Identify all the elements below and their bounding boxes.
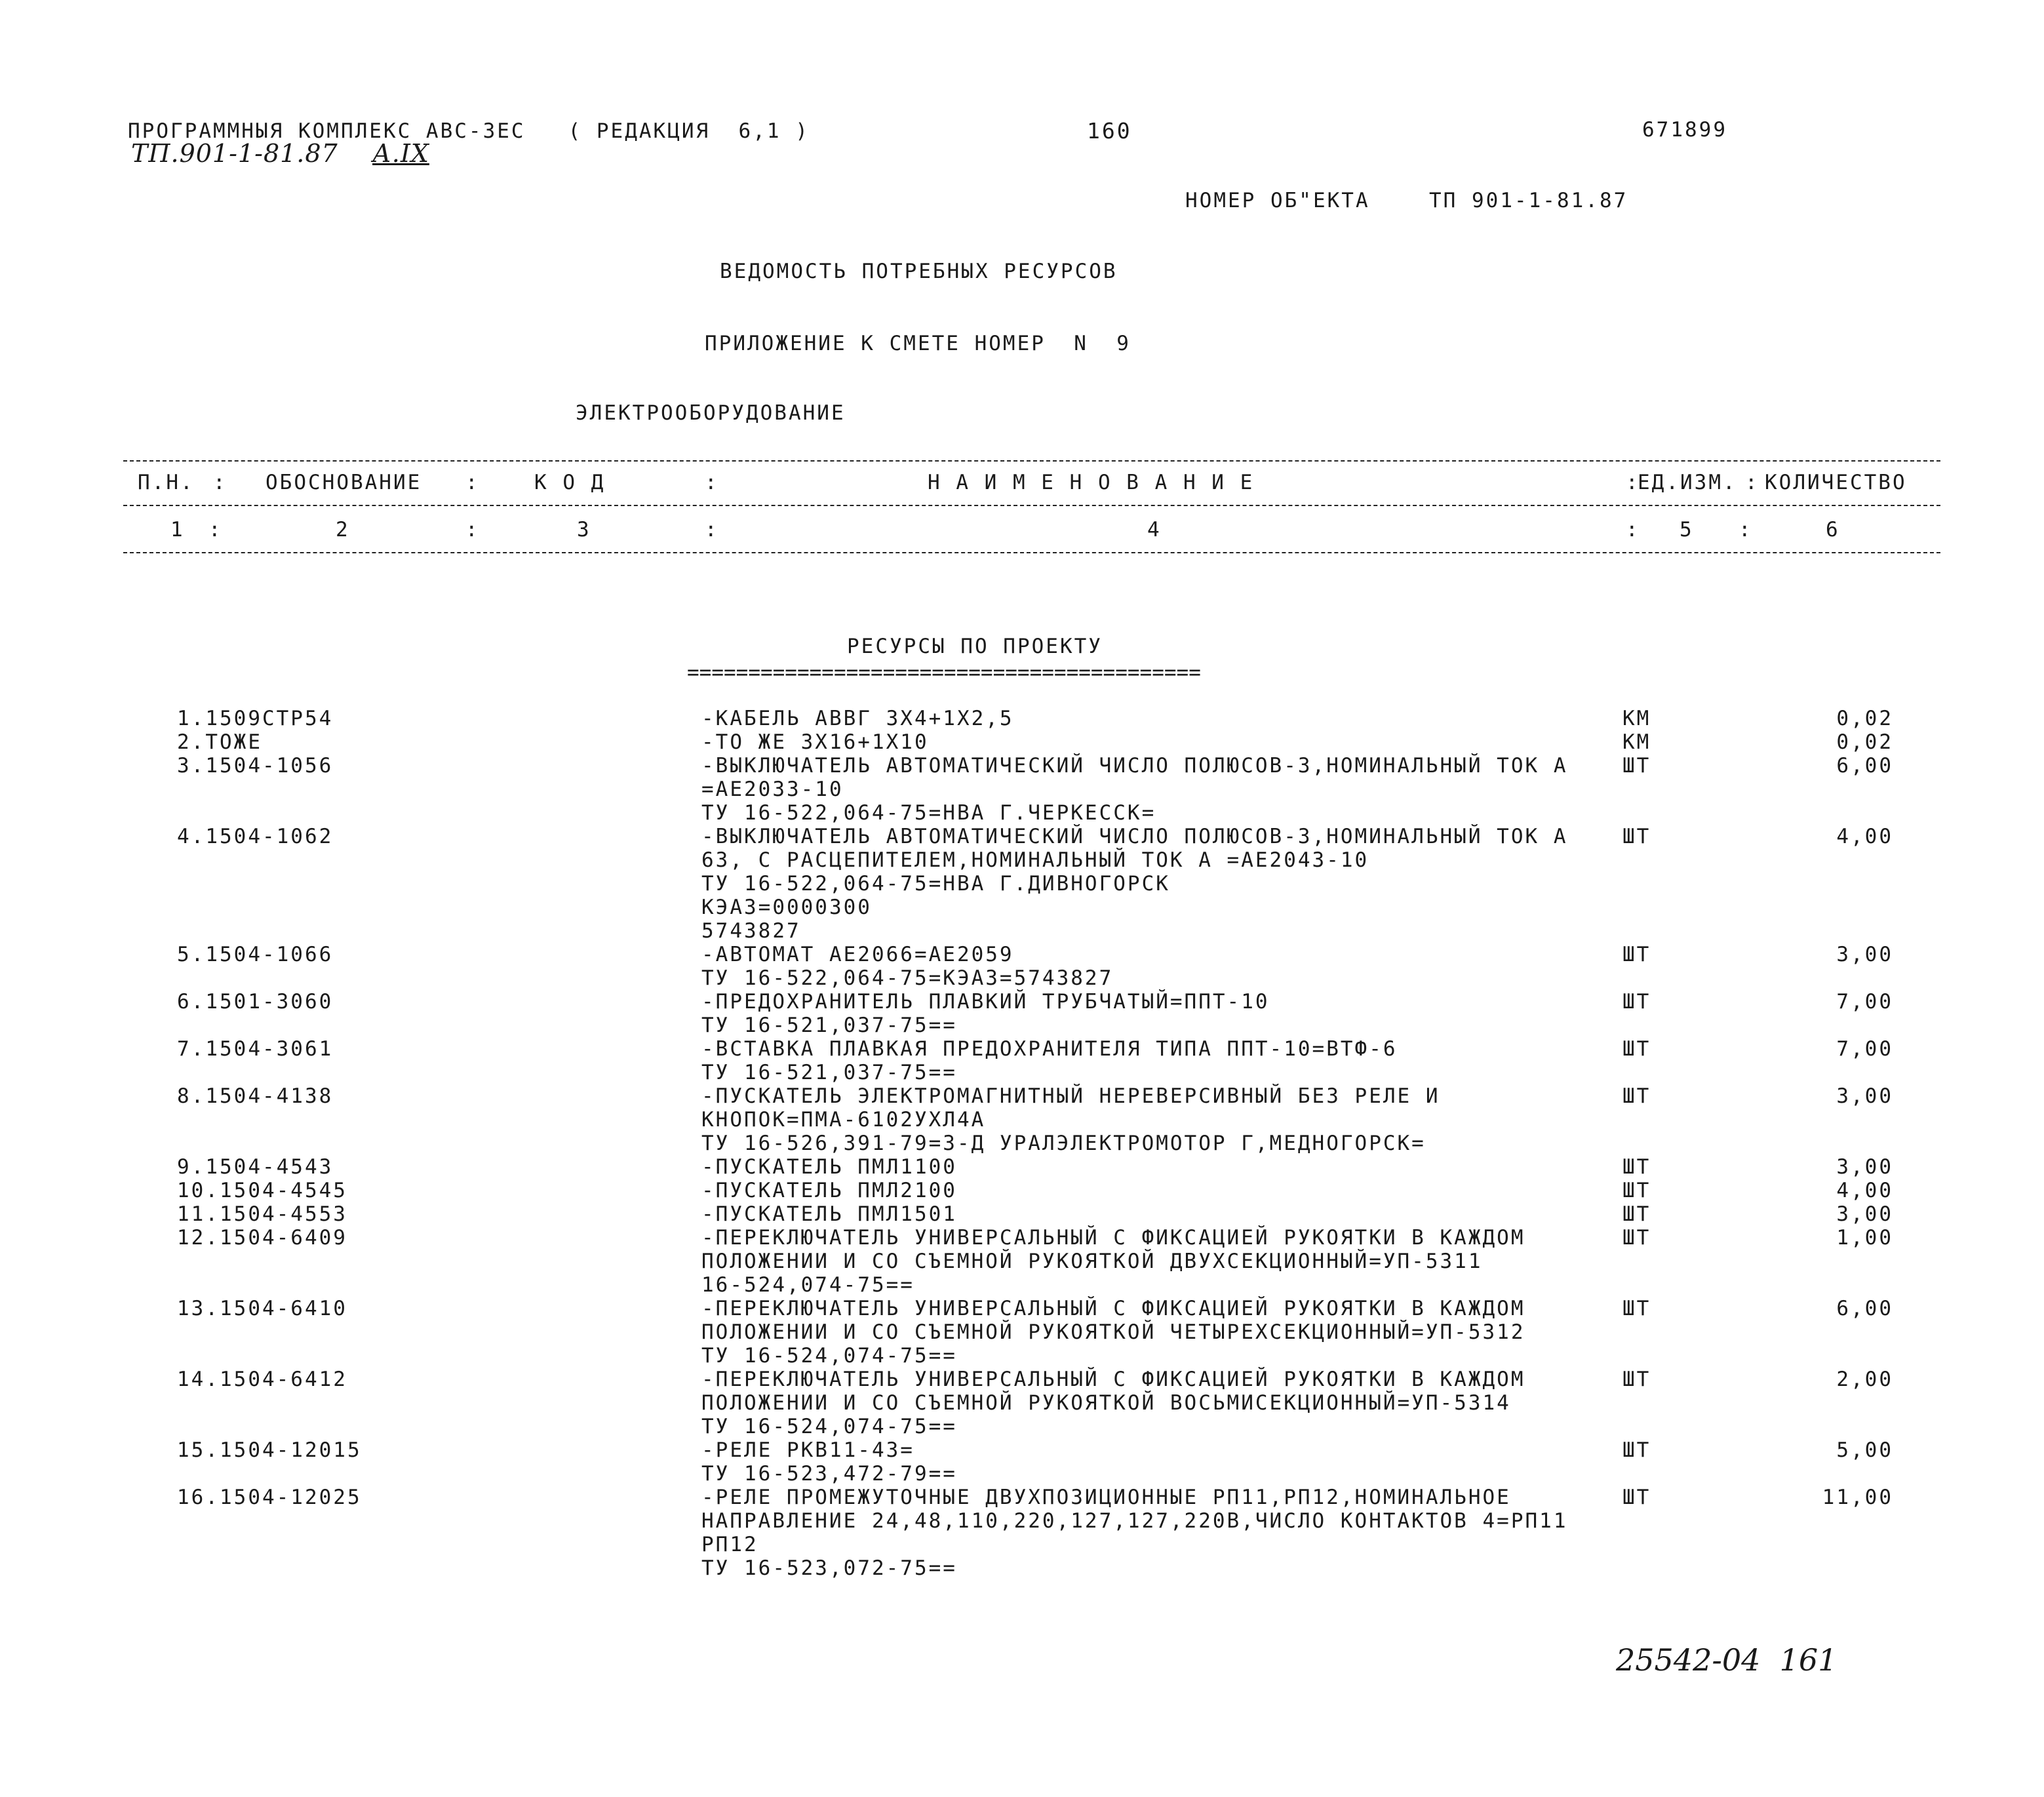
row-description-line: -РЕЛЕ ПРОМЕЖУТОЧНЫЕ ДВУХПОЗИЦИОННЫЕ РП11,РП12,НОМИНАЛЬНОЕ [701,1486,1511,1509]
col-header-basis: ОБОСНОВАНИЕ [265,471,422,494]
col-header-code: К О Д [534,471,606,494]
row-description-line: 63, С РАСЦЕПИТЕЛЕМ,НОМИНАЛЬНЫЙ ТОК А =АЕ2043-10 [701,848,1369,872]
col-sep: : [1739,518,1753,542]
row-description-line: -РЕЛЕ РКВ11-43= [701,1438,914,1462]
row-quantity: 4,00 [1836,825,1893,848]
row-description-line: -ПЕРЕКЛЮЧАТЕЛЬ УНИВЕРСАЛЬНЫЙ С ФИКСАЦИЕЙ РУКОЯТКИ В КАЖДОМ [701,1368,1525,1391]
object-number-label: НОМЕР ОБ"ЕКТА [1185,189,1370,212]
col-number-6: 6 [1826,518,1840,542]
row-description [701,1438,957,1486]
col-number-4: 4 [1147,518,1162,542]
estimate-appendix-title: ПРИЛОЖЕНИЕ К СМЕТЕ НОМЕР N 9 [705,332,1131,355]
handwritten-project-ref: ТП.901-1-81.87 [131,139,338,168]
row-description-line: ТУ 16-523,072-75== [701,1556,957,1580]
col-sep: : [1745,471,1759,494]
row-quantity: 6,00 [1836,754,1893,778]
row-description [701,1368,1525,1438]
row-description [701,1037,1398,1084]
col-header-name: Н А И М Е Н О В А Н И Е [928,471,1255,494]
row-description-line: РП12 [701,1533,758,1556]
row-description [701,730,929,754]
row-description-line: -ВЫКЛЮЧАТЕЛЬ АВТОМАТИЧЕСКИЙ ЧИСЛО ПОЛЮСОВ-3,НОМИНАЛЬНЫЙ ТОК А [701,754,1568,778]
col-header-pn: П.Н. [138,471,195,494]
row-quantity: 3,00 [1836,943,1893,966]
row-description-line: -ВСТАВКА ПЛАВКАЯ ПРЕДОХРАНИТЕЛЯ ТИПА ППТ-10=ВТФ-6 [701,1037,1398,1061]
row-description [701,1084,1440,1155]
row-code: 11.1504-4553 [177,1202,347,1226]
col-sep: : [705,471,719,494]
row-quantity: 0,02 [1836,730,1893,754]
row-description-line: -ПЕРЕКЛЮЧАТЕЛЬ УНИВЕРСАЛЬНЫЙ С ФИКСАЦИЕЙ РУКОЯТКИ В КАЖДОМ [701,1297,1525,1320]
row-quantity: 7,00 [1836,990,1893,1014]
row-unit: ШТ [1622,1486,1651,1509]
row-description-line: -КАБЕЛЬ АВВГ 3Х4+1Х2,5 [701,707,1014,730]
row-unit: ШТ [1622,1202,1651,1226]
handwritten-album-ref: А.IX [372,139,429,168]
row-description [701,754,1567,825]
row-quantity: 3,00 [1836,1202,1893,1226]
row-description [701,1226,1525,1297]
row-description-line: ПОЛОЖЕНИИ И СО СЪЕМНОЙ РУКОЯТКОЙ ВОСЬМИСЕКЦИОННЫЙ=УП-5314 [701,1391,1511,1415]
col-number-3: 3 [577,518,591,542]
row-description-line: ТУ 16-526,391-79=3-Д УРАЛЭЛЕКТРОМОТОР Г,МЕДНОГОРСК= [701,1132,1426,1155]
row-description [701,1179,957,1202]
col-header-unit: ЕД.ИЗМ. [1638,471,1737,494]
document-code: 671899 [1642,118,1727,142]
row-quantity: 3,00 [1836,1084,1893,1108]
col-number-2: 2 [336,518,350,542]
row-description-line: ТУ 16-522,064-75=НВА Г.ДИВНОГОРСК [701,872,1170,896]
row-description [701,943,1113,990]
row-code: 15.1504-12015 [177,1438,362,1462]
row-unit: ШТ [1622,754,1651,778]
col-sep: : [705,518,719,542]
col-number-1: 1 [170,518,185,542]
row-code: 7.1504-3061 [177,1037,334,1061]
row-unit: ШТ [1622,943,1651,966]
row-quantity: 3,00 [1836,1155,1893,1179]
row-code: 14.1504-6412 [177,1368,347,1391]
row-description-line: 5743827 [701,919,801,943]
page-number: 160 [1087,118,1132,144]
row-description-line: ТУ 16-522,064-75=НВА Г.ЧЕРКЕССК= [701,801,1156,825]
row-description [701,1486,1567,1580]
row-code: 13.1504-6410 [177,1297,347,1320]
row-description-line: -ПУСКАТЕЛЬ ПМЛ1100 [701,1155,957,1179]
row-description-line: -ПУСКАТЕЛЬ ПМЛ1501 [701,1202,957,1226]
row-quantity: 5,00 [1836,1438,1893,1462]
row-quantity: 11,00 [1822,1486,1893,1509]
row-description-line: -ПРЕДОХРАНИТЕЛЬ ПЛАВКИЙ ТРУБЧАТЫЙ=ППТ-10 [701,990,1270,1014]
row-code: 9.1504-4543 [177,1155,334,1179]
row-description-line: НАПРАВЛЕНИЕ 24,48,110,220,127,127,220В,ЧИСЛО КОНТАКТОВ 4=РП11 [701,1509,1568,1533]
row-unit: КМ [1622,707,1651,730]
row-description-line: -ПУСКАТЕЛЬ ЭЛЕКТРОМАГНИТНЫЙ НЕРЕВЕРСИВНЫЙ БЕЗ РЕЛЕ И [701,1084,1440,1108]
row-description-line: -ПУСКАТЕЛЬ ПМЛ2100 [701,1179,957,1202]
row-description-line: ПОЛОЖЕНИИ И СО СЪЕМНОЙ РУКОЯТКОЙ ДВУХСЕКЦИОННЫЙ=УП-5311 [701,1250,1483,1273]
col-header-quantity: КОЛИЧЕСТВО [1765,471,1907,494]
row-code: 3.1504-1056 [177,754,334,778]
row-description-line: ПОЛОЖЕНИИ И СО СЪЕМНОЙ РУКОЯТКОЙ ЧЕТЫРЕХСЕКЦИОННЫЙ=УП-5312 [701,1320,1525,1344]
row-unit: ШТ [1622,990,1651,1014]
col-sep: : [1626,518,1640,542]
row-description-line: ТУ 16-522,064-75=КЭАЗ=5743827 [701,966,1114,990]
row-description [701,1297,1525,1368]
col-number-5: 5 [1680,518,1694,542]
table-bottom-rule [123,552,1940,553]
row-code: 1.1509СТР54 [177,707,334,730]
row-description [701,1155,957,1179]
row-code: 8.1504-4138 [177,1084,334,1108]
row-quantity: 7,00 [1836,1037,1893,1061]
row-description-line: КНОПОК=ПМА-6102УХЛ4А [701,1108,986,1132]
row-description-line: ТУ 16-521,037-75== [701,1014,957,1037]
row-code: 16.1504-12025 [177,1486,362,1509]
col-sep: : [1626,471,1640,494]
row-unit: ШТ [1622,1179,1651,1202]
row-description [701,707,1014,730]
row-unit: ШТ [1622,1037,1651,1061]
row-unit: ШТ [1622,1438,1651,1462]
row-description-line: -АВТОМАТ АЕ2066=АЕ2059 [701,943,1014,966]
col-sep: : [465,518,480,542]
row-description-line: -ПЕРЕКЛЮЧАТЕЛЬ УНИВЕРСАЛЬНЫЙ С ФИКСАЦИЕЙ РУКОЯТКИ В КАЖДОМ [701,1226,1525,1250]
row-unit: ШТ [1622,1297,1651,1320]
row-description-line: =АЕ2033-10 [701,778,844,801]
row-description-line: ТУ 16-524,074-75== [701,1415,957,1438]
row-code: 10.1504-4545 [177,1179,347,1202]
row-description-line: 16-524,074-75== [701,1273,914,1297]
col-sep: : [208,518,223,542]
row-code: 2.ТОЖЕ [177,730,262,754]
resources-section-title: РЕСУРСЫ ПО ПРОЕКТУ [847,635,1103,658]
table-top-rule [123,460,1940,462]
col-sep: : [213,471,227,494]
row-unit: ШТ [1622,1155,1651,1179]
col-sep: : [465,471,480,494]
row-quantity: 2,00 [1836,1368,1893,1391]
row-code: 5.1504-1066 [177,943,334,966]
row-unit: ШТ [1622,825,1651,848]
row-unit: КМ [1622,730,1651,754]
row-unit: ШТ [1622,1368,1651,1391]
row-code: 4.1504-1062 [177,825,334,848]
row-description [701,990,1270,1037]
row-description-line: ТУ 16-523,472-79== [701,1462,957,1486]
row-quantity: 0,02 [1836,707,1893,730]
document-title: ВЕДОМОСТЬ ПОТРЕБНЫХ РЕСУРСОВ [720,260,1118,283]
row-quantity: 6,00 [1836,1297,1893,1320]
row-description-line: КЭАЗ=0000300 [701,896,872,919]
row-description-line: ТУ 16-524,074-75== [701,1344,957,1368]
row-unit: ШТ [1622,1084,1651,1108]
object-number-value: ТП 901-1-81.87 [1429,189,1628,212]
row-code: 12.1504-6409 [177,1226,347,1250]
row-description [701,825,1567,943]
row-unit: ШТ [1622,1226,1651,1250]
resources-title-underline: ========================================== [687,661,1201,684]
row-quantity: 4,00 [1836,1179,1893,1202]
row-description-line: -ВЫКЛЮЧАТЕЛЬ АВТОМАТИЧЕСКИЙ ЧИСЛО ПОЛЮСОВ-3,НОМИНАЛЬНЫЙ ТОК А [701,825,1568,848]
row-code: 6.1501-3060 [177,990,334,1014]
handwritten-footer-stamp: 25542-04 161 [1616,1642,1838,1678]
program-header: ПРОГРАММНЫЯ КОМПЛЕКС АВС-ЗЕС ( РЕДАКЦИЯ 6,1 ) [128,119,810,143]
section-title: ЭЛЕКТРООБОРУДОВАНИЕ [576,401,846,425]
row-quantity: 1,00 [1836,1226,1893,1250]
row-description-line: ТУ 16-521,037-75== [701,1061,957,1084]
table-header-rule [123,505,1940,506]
row-description-line: -ТО ЖЕ 3Х16+1Х10 [701,730,929,754]
row-description [701,1202,957,1226]
